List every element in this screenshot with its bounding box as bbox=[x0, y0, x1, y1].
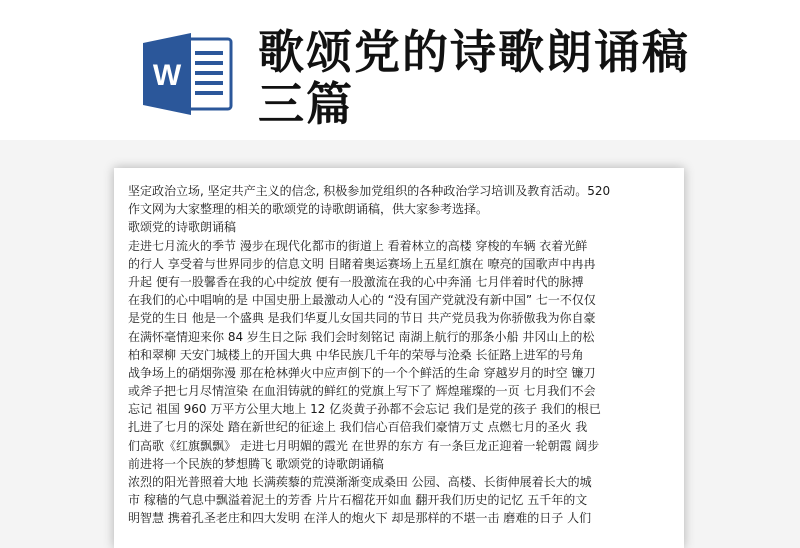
header-banner bbox=[0, 0, 800, 140]
word-icon bbox=[143, 33, 233, 115]
text-line: 扎进了七月的深处 踏在新世纪的征途上 我们信心百倍我们豪情万丈 点燃七月的圣火 我 bbox=[128, 420, 588, 435]
text-line: 忘记 祖国 960 万平方公里大地上 12 亿炎黄子孙都不会忘记 我们是党的孩子 我们的根已 bbox=[128, 402, 601, 417]
text-line: 坚定政治立场, 坚定共产主义的信念, 积极参加党组织的各种政治学习培训及教育活动。520 bbox=[128, 184, 611, 198]
document-body bbox=[128, 182, 668, 528]
text-line: 升起 便有一股馨香在我的心中绽放 便有一股激流在我的心中奔涌 七月伴着时代的脉搏 bbox=[128, 274, 584, 289]
text-line: 是党的生日 他是一个盛典 是我们华夏儿女国共同的节日 共产党员我为你骄傲我为你自豪 bbox=[128, 311, 596, 326]
text-line: 作文网为大家整理的相关的歌颂党的诗歌朗诵稿，供大家参考选择。 bbox=[128, 202, 489, 217]
text-line: 在满怀毫情迎来你 84 岁生日之际 我们会时刻铭记 南湖上航行的那条小船 井冈山上的松 bbox=[128, 329, 595, 344]
word-icon-letter: W bbox=[152, 59, 182, 92]
page-title: 歌颂党的诗歌朗诵稿 三篇 bbox=[258, 25, 690, 131]
text-line: 战争场上的硝烟弥漫 那在枪林弹火中应声倒下的一个个鲜活的生命 穿越岁月的时空 镰刀 bbox=[128, 365, 596, 380]
text-line: 柏和翠柳 天安门城楼上的开国大典 中华民族几千年的荣辱与沧桑 长征路上进军的号角 bbox=[128, 347, 584, 362]
document-page bbox=[114, 168, 684, 548]
text-line: 歌颂党的诗歌朗诵稿 bbox=[128, 220, 237, 235]
text-line: 在我们的心中唱响的是 中国史册上最激动人心的 “没有国产党就没有新中国” 七一不仅仅 bbox=[128, 293, 596, 308]
text-line: 市 稼穑的气息中飘溢着泥土的芳香 片片石榴花开如血 翻开我们历史的记忆 五千年的文 bbox=[128, 493, 588, 508]
text-line: 的行人 享受着与世界同步的信息文明 目睹着奥运赛场上五星红旗在 嘹亮的国歌声中冉冉 bbox=[128, 256, 596, 271]
text-line: 或斧子把七月尽情渲染 在血泪铸就的鲜红的党旗上写下了 辉煌璀璨的一页 七月我们不会 bbox=[128, 384, 596, 399]
text-line: 浓烈的阳光普照着大地 长满蒺藜的荒漠渐渐变成桑田 公园、高楼、长街伸展着长大的城 bbox=[128, 475, 592, 489]
text-line: 明智慧 携着孔圣老庄和四大发明 在洋人的炮火下 却是那样的不堪一击 磨难的日子 人们 bbox=[128, 511, 592, 526]
text-line: 走进七月流火的季节 漫步在现代化都市的街道上 看着林立的高楼 穿梭的车辆 衣着光鲜 bbox=[128, 238, 588, 253]
text-line: 前进将一个民族的梦想腾飞 歌颂党的诗歌朗诵稿 bbox=[128, 456, 384, 471]
text-line: 们高歌《红旗飘飘》 走进七月明媚的霞光 在世界的东方 有一条巨龙正迎着一轮朝霞 阔步 bbox=[128, 438, 600, 453]
